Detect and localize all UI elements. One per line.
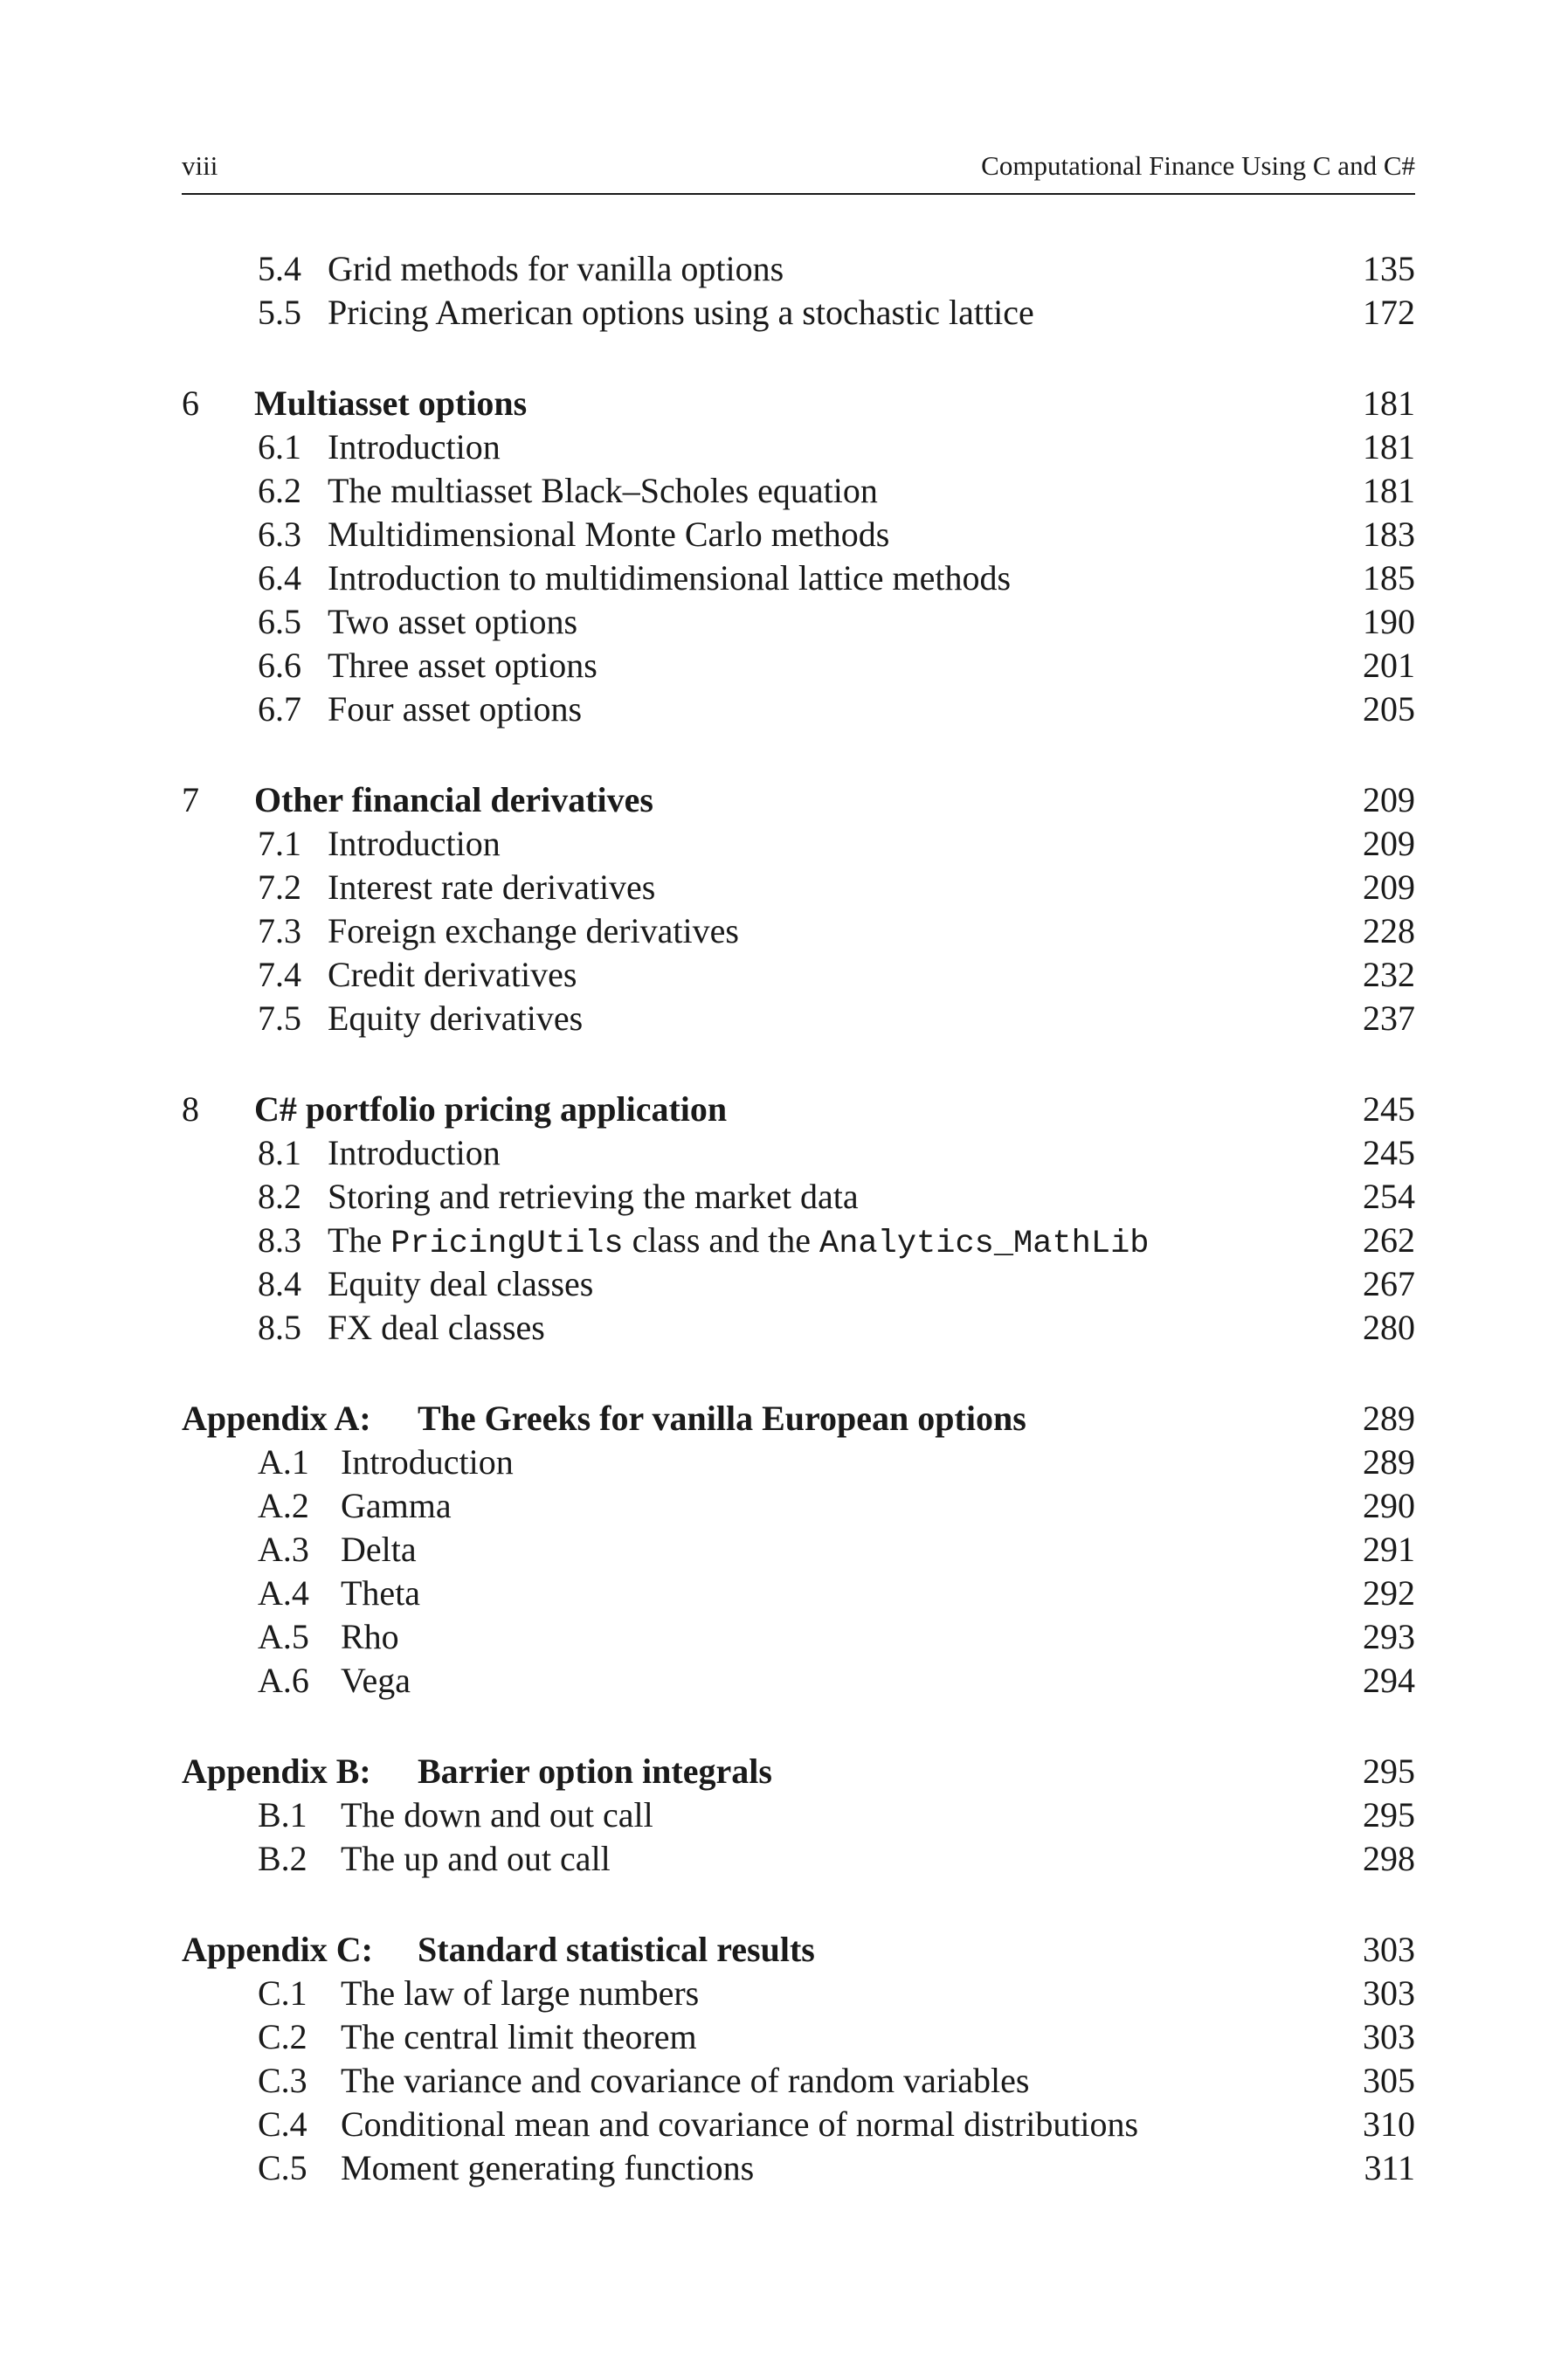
section-title: Four asset options	[328, 689, 583, 729]
section-number: 6.1	[258, 427, 301, 466]
section-page: 245	[1363, 1133, 1415, 1172]
section-page: 183	[1363, 515, 1415, 554]
toc-entry-c-4[interactable]	[182, 2103, 1415, 2146]
appendix-title: Standard statistical results	[418, 1930, 815, 1969]
section-number: A.5	[258, 1617, 309, 1656]
toc-chapter-6[interactable]	[182, 382, 1415, 425]
page-number: viii	[182, 150, 218, 181]
section-title: Introduction	[328, 427, 501, 466]
toc-entry-b-2[interactable]	[182, 1837, 1415, 1881]
toc-entry-6-1[interactable]	[182, 425, 1415, 469]
section-number: 6.6	[258, 646, 301, 685]
section-title: Theta	[341, 1573, 421, 1613]
section-number: C.2	[258, 2017, 307, 2056]
section-page: 290	[1363, 1486, 1415, 1525]
toc-entry-7-4[interactable]	[182, 953, 1415, 997]
section-number: 5.5	[258, 293, 301, 332]
appendix-label: Appendix C:	[182, 1930, 373, 1969]
section-title: Foreign exchange derivatives	[328, 911, 739, 950]
section-page: 190	[1363, 602, 1415, 641]
toc-entry-b-1[interactable]	[182, 1793, 1415, 1837]
section-number: 7.4	[258, 955, 301, 994]
section-number: 6.2	[258, 471, 301, 510]
section-title: The variance and covariance of random variables	[341, 2061, 1030, 2100]
section-title: Conditional mean and covariance of normal distributions	[341, 2104, 1139, 2144]
table-of-contents	[182, 247, 1415, 2190]
section-number: C.4	[258, 2104, 307, 2144]
section-number: 6.3	[258, 515, 301, 554]
running-title: Computational Finance Using C and C#	[981, 150, 1415, 181]
toc-entry-8-4[interactable]	[182, 1262, 1415, 1306]
appendix-title: The Greeks for vanilla European options	[418, 1399, 1026, 1438]
section-title: Storing and retrieving the market data	[328, 1177, 859, 1216]
section-page: 303	[1363, 1973, 1415, 2013]
section-page: 209	[1363, 867, 1415, 907]
section-page: 298	[1363, 1839, 1415, 1878]
section-title: The up and out call	[341, 1839, 611, 1878]
section-page: 280	[1363, 1308, 1415, 1347]
section-page: 205	[1363, 689, 1415, 729]
section-page: 237	[1363, 998, 1415, 1038]
section-page: 267	[1363, 1264, 1415, 1303]
appendix-page: 295	[1363, 1752, 1415, 1791]
code-class-name: Analytics_MathLib	[819, 1226, 1150, 1262]
toc-chapter-7[interactable]	[182, 778, 1415, 822]
section-title: Two asset options	[328, 602, 578, 641]
toc-entry-7-1[interactable]	[182, 822, 1415, 866]
toc-appendix-a[interactable]	[182, 1397, 1415, 1441]
toc-entry-c-3[interactable]	[182, 2059, 1415, 2103]
section-title: FX deal classes	[328, 1308, 545, 1347]
section-page: 254	[1363, 1177, 1415, 1216]
section-page: 293	[1363, 1617, 1415, 1656]
toc-entry-a-1[interactable]	[182, 1441, 1415, 1484]
chapter-title: Other financial derivatives	[254, 780, 653, 819]
section-number: 6.5	[258, 602, 301, 641]
section-title: Three asset options	[328, 646, 597, 685]
section-number: A.3	[258, 1530, 309, 1569]
section-number: 8.5	[258, 1308, 301, 1347]
section-number: 6.4	[258, 558, 301, 598]
section-title: Introduction	[328, 1133, 501, 1172]
section-page: 289	[1363, 1442, 1415, 1482]
chapter-number: 7	[182, 780, 199, 819]
section-page: 311	[1364, 2148, 1415, 2187]
appendix-label: Appendix B:	[182, 1752, 371, 1791]
section-number: C.3	[258, 2061, 307, 2100]
section-page: 185	[1363, 558, 1415, 598]
toc-entry-a-2[interactable]	[182, 1484, 1415, 1528]
section-title: Gamma	[341, 1486, 452, 1525]
section-number: 7.2	[258, 867, 301, 907]
section-number: 8.2	[258, 1177, 301, 1216]
section-page: 201	[1363, 646, 1415, 685]
section-page: 291	[1363, 1530, 1415, 1569]
section-title: Equity deal classes	[328, 1264, 594, 1303]
section-page: 232	[1363, 955, 1415, 994]
toc-entry-a-4[interactable]	[182, 1572, 1415, 1615]
section-number: C.1	[258, 1973, 307, 2013]
toc-entry-8-5[interactable]	[182, 1306, 1415, 1350]
section-number: A.6	[258, 1661, 309, 1700]
section-title: Interest rate derivatives	[328, 867, 656, 907]
toc-entry-6-2[interactable]	[182, 469, 1415, 513]
section-number: 6.7	[258, 689, 301, 729]
section-title: Rho	[341, 1617, 399, 1656]
section-number: B.2	[258, 1839, 307, 1878]
chapter-title: Multiasset options	[254, 383, 528, 423]
toc-entry-8-3[interactable]	[182, 1219, 1415, 1262]
section-number: C.5	[258, 2148, 307, 2187]
section-title: Introduction	[328, 824, 501, 863]
chapter-title: C# portfolio pricing application	[254, 1089, 728, 1129]
section-title: Grid methods for vanilla options	[328, 249, 784, 288]
section-page: 262	[1363, 1220, 1415, 1260]
toc-entry-6-4[interactable]	[182, 556, 1415, 600]
section-title	[328, 1219, 1149, 1266]
toc-entry-a-5[interactable]	[182, 1615, 1415, 1659]
toc-appendix-b[interactable]	[182, 1750, 1415, 1793]
section-title: Moment generating functions	[341, 2148, 755, 2187]
section-title: The down and out call	[341, 1795, 653, 1834]
chapter-page: 245	[1363, 1089, 1415, 1129]
toc-entry-5-5[interactable]	[182, 291, 1415, 335]
section-number: A.2	[258, 1486, 309, 1525]
section-number: 7.5	[258, 998, 301, 1038]
section-title: Credit derivatives	[328, 955, 577, 994]
section-page: 172	[1363, 293, 1415, 332]
toc-entry-5-4[interactable]	[182, 247, 1415, 291]
section-title: Vega	[341, 1661, 411, 1700]
section-number: 5.4	[258, 249, 301, 288]
toc-entry-7-2[interactable]	[182, 866, 1415, 909]
section-number: 7.1	[258, 824, 301, 863]
toc-appendix-c[interactable]	[182, 1928, 1415, 1972]
toc-chapter-8[interactable]	[182, 1088, 1415, 1131]
toc-entry-6-7[interactable]	[182, 687, 1415, 731]
section-number: A.4	[258, 1573, 309, 1613]
chapter-page: 209	[1363, 780, 1415, 819]
section-page: 228	[1363, 911, 1415, 950]
section-title: The central limit theorem	[341, 2017, 697, 2056]
section-title: Introduction to multidimensional lattice methods	[328, 558, 1012, 598]
section-page: 303	[1363, 2017, 1415, 2056]
section-page: 292	[1363, 1573, 1415, 1613]
section-title: Multidimensional Monte Carlo methods	[328, 515, 890, 554]
toc-entry-a-6[interactable]	[182, 1659, 1415, 1703]
toc-entry-8-2[interactable]	[182, 1175, 1415, 1219]
toc-entry-8-1[interactable]	[182, 1131, 1415, 1175]
chapter-number: 8	[182, 1089, 199, 1129]
toc-entry-c-1[interactable]	[182, 1972, 1415, 2015]
section-number: A.1	[258, 1442, 309, 1482]
toc-entry-a-3[interactable]	[182, 1528, 1415, 1572]
toc-entry-6-5[interactable]	[182, 600, 1415, 644]
section-page: 294	[1363, 1661, 1415, 1700]
section-page: 310	[1363, 2104, 1415, 2144]
section-page: 209	[1363, 824, 1415, 863]
toc-entry-7-5[interactable]	[182, 997, 1415, 1040]
section-title-text: class and the	[632, 1220, 812, 1260]
section-number: 7.3	[258, 911, 301, 950]
toc-entry-6-6[interactable]	[182, 644, 1415, 687]
section-page: 135	[1363, 249, 1415, 288]
code-class-name: PricingUtils	[390, 1226, 624, 1262]
section-title: Delta	[341, 1530, 417, 1569]
section-number: 8.1	[258, 1133, 301, 1172]
appendix-title: Barrier option integrals	[418, 1752, 772, 1791]
appendix-page: 289	[1363, 1399, 1415, 1438]
section-number: 8.4	[258, 1264, 301, 1303]
section-page: 305	[1363, 2061, 1415, 2100]
section-title: Pricing American options using a stochastic lattice	[328, 293, 1034, 332]
toc-entry-c-2[interactable]	[182, 2015, 1415, 2059]
chapter-page: 181	[1363, 383, 1415, 423]
section-title: Introduction	[341, 1442, 514, 1482]
toc-entry-6-3[interactable]	[182, 513, 1415, 556]
header-rule	[182, 193, 1415, 195]
section-number: 8.3	[258, 1220, 301, 1260]
section-title: The law of large numbers	[341, 1973, 700, 2013]
appendix-page: 303	[1363, 1930, 1415, 1969]
section-page: 181	[1363, 427, 1415, 466]
section-title: The multiasset Black–Scholes equation	[328, 471, 878, 510]
section-page: 181	[1363, 471, 1415, 510]
section-page: 295	[1363, 1795, 1415, 1834]
chapter-number: 6	[182, 383, 199, 423]
section-number: B.1	[258, 1795, 307, 1834]
section-title-text: The	[328, 1220, 383, 1260]
toc-entry-c-5[interactable]	[182, 2146, 1415, 2190]
section-title: Equity derivatives	[328, 998, 584, 1038]
appendix-label: Appendix A:	[182, 1399, 371, 1438]
toc-entry-7-3[interactable]	[182, 909, 1415, 953]
